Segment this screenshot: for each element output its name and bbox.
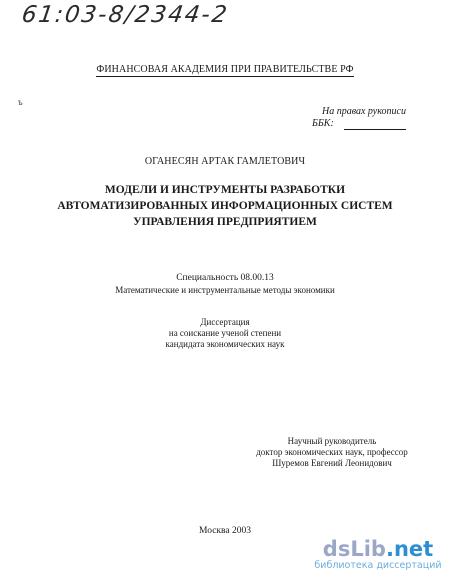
dslib-watermark[interactable]: [312, 538, 444, 572]
degree-purpose: на соискание ученой степени: [168, 328, 282, 338]
advisor-role: Научный руководитель: [287, 436, 377, 446]
specialty-name: Математические и инструментальные методы экономики: [115, 285, 335, 295]
title-line: МОДЕЛИ И ИНСТРУМЕНТЫ РАЗРАБОТКИ: [104, 184, 346, 196]
logo-part-net: .net: [385, 537, 434, 561]
author-name: ОГАНЕСЯН АРТАК ГАМЛЕТОВИЧ: [144, 156, 306, 167]
degree-name: кандидата экономических наук: [165, 339, 285, 349]
manuscript-rights-note: На правах рукописи: [322, 106, 406, 117]
specialty-code: Специальность 08.00.13: [176, 273, 274, 283]
city-year: Москва 2003: [199, 526, 251, 536]
bbk-label: ББК:: [312, 118, 334, 129]
title-line: УПРАВЛЕНИЯ ПРЕДПРИЯТИЕМ: [133, 216, 317, 228]
handwritten-archive-number: 61:03-8/2344-2: [20, 2, 231, 28]
logo-part-ds: ds: [322, 537, 351, 561]
work-type: Диссертация: [200, 317, 250, 327]
dissertation-title: [0, 182, 450, 230]
title-line: АВТОМАТИЗИРОВАННЫХ ИНФОРМАЦИОННЫХ СИСТЕМ: [57, 200, 393, 212]
watermark-subtitle: библиотека диссертаций: [314, 560, 442, 571]
advisor-degree: доктор экономических наук, профессор: [256, 447, 408, 457]
advisor-name: Шуремов Евгений Леонидович: [272, 458, 392, 468]
margin-mark: ъ: [18, 97, 23, 107]
institution-name-text: ФИНАНСОВАЯ АКАДЕМИЯ ПРИ ПРАВИТЕЛЬСТВЕ РФ: [96, 64, 354, 75]
bbk-blank-line: [344, 129, 406, 130]
institution-name: [0, 64, 450, 75]
logo-part-lib: Lib: [350, 537, 386, 561]
dslib-logo: [323, 538, 433, 560]
